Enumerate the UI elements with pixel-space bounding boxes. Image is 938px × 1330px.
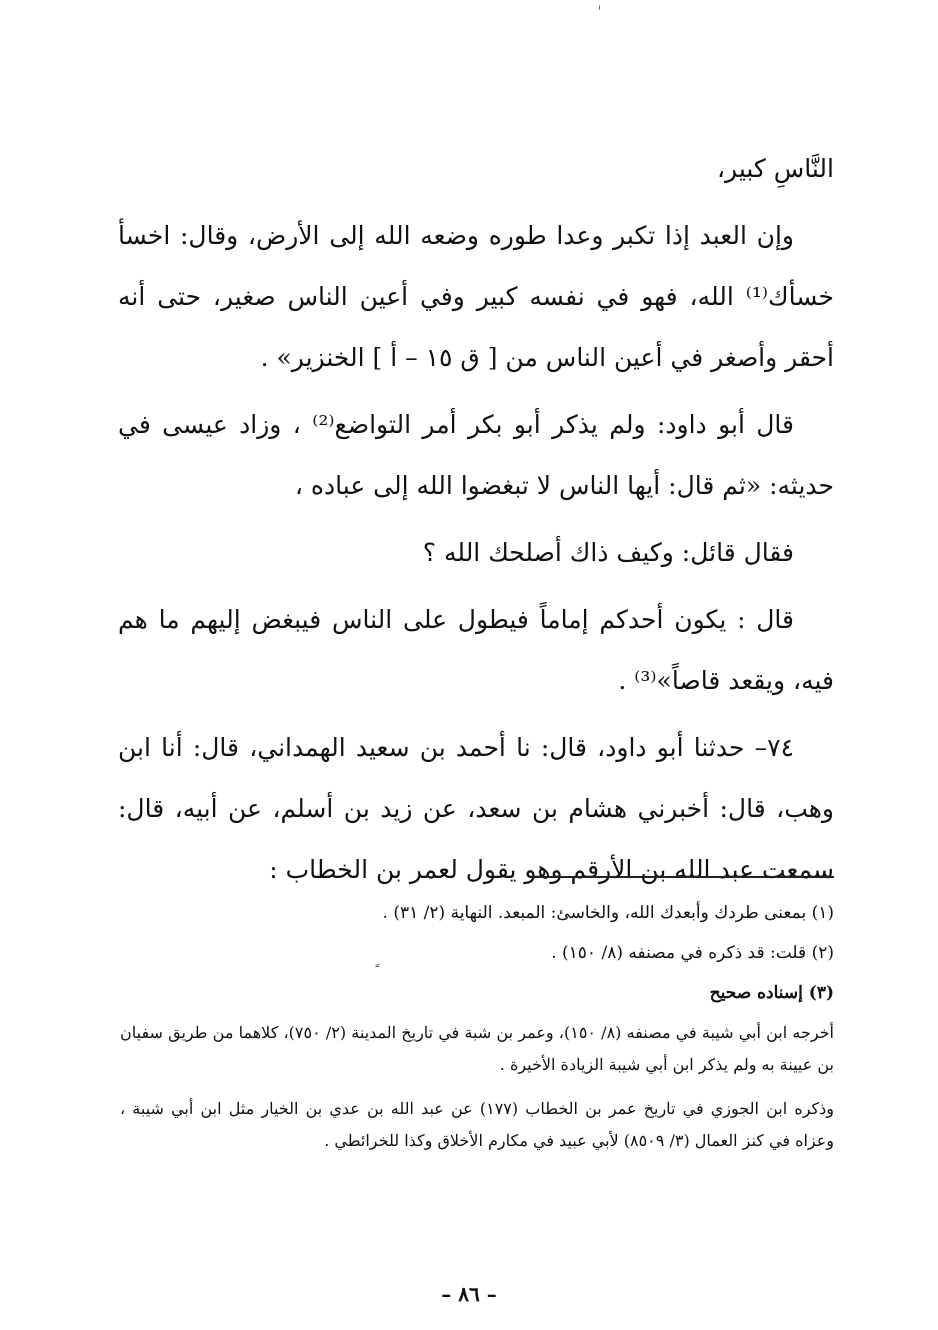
paragraph-hadith-74: ٧٤– حدثنا أبو داود، قال: نا أحمد بن سعيد الهمداني، قال: أنا ابن وهب، قال: أخبرني هشام بن سعد، عن زيد بن أسلم، عن أبيه، قال: سمعت عبد الله بن الأرقم وهو يقول لعمر بن الخطاب : <box>118 733 834 884</box>
footnote-3-body-1: أخرجه ابن أبي شيبة في مصنفه (٨/ ١٥٠)، وعمر بن شبة في تاريخ المدينة (٢/ ٧٥٠)، كلاهما من طريق سفيان بن عيينة به ولم يذكر ابن أبي شيبة الزيادة الأخيرة . <box>120 1023 834 1074</box>
paragraph-4: قال : يكون أحدكم إماماً فيطول على الناس فيبغض إليهم ما هم فيه، ويقعد قاصاً»⁽³⁾ . <box>118 605 834 695</box>
footnote-3-body-2: وذكره ابن الجوزي في تاريخ عمر بن الخطاب (١٧٧) عن عبد الله بن عدي بن الخيار مثل ابن أبي شيبة ، وعزاه في كنز العمال (٣/ ٨٥٠٩) لأبي عبيد في مكارم الأخلاق وكذا للخرائطي . <box>120 1099 834 1150</box>
footnote-2: (٢) قلت: قد ذكره في مصنفه (٨/ ١٥٠) . <box>551 943 834 963</box>
paragraph-1: وإن العبد إذا تكبر وعدا طوره وضعه الله إلى الأرض، وقال: اخسأ خسأك⁽¹⁾ الله، فهو في نفسه كبير وفي أعين الناس صغير، حتى أنه أحقر وأصغر في أعين الناس من [ ق ١٥ – أ ] الخنزير» . <box>118 221 834 372</box>
footnote-divider <box>529 876 834 878</box>
paragraph-2: قال أبو داود: ولم يذكر أبو بكر أمر التواضع⁽²⁾ ، وزاد عيسى في حديثه: «ثم قال: أيها الناس لا تبغضوا الله إلى عباده ، <box>118 410 834 500</box>
page-number: – ٨٦ – <box>441 1282 497 1306</box>
main-text <box>118 138 834 900</box>
footnote-3-heading: (٣) إسناده صحيح <box>709 983 834 1003</box>
footnote-1: (١) بمعنى طردك وأبعدك الله، والخاسئ: المبعد. النهاية (٢/ ٣١) . <box>382 903 834 923</box>
paragraph-continuation: النَّاسِ كبير، <box>716 154 834 183</box>
paragraph-3: فقال قائل: وكيف ذاك أصلحك الله ؟ <box>422 538 794 567</box>
footnotes <box>120 893 834 1157</box>
